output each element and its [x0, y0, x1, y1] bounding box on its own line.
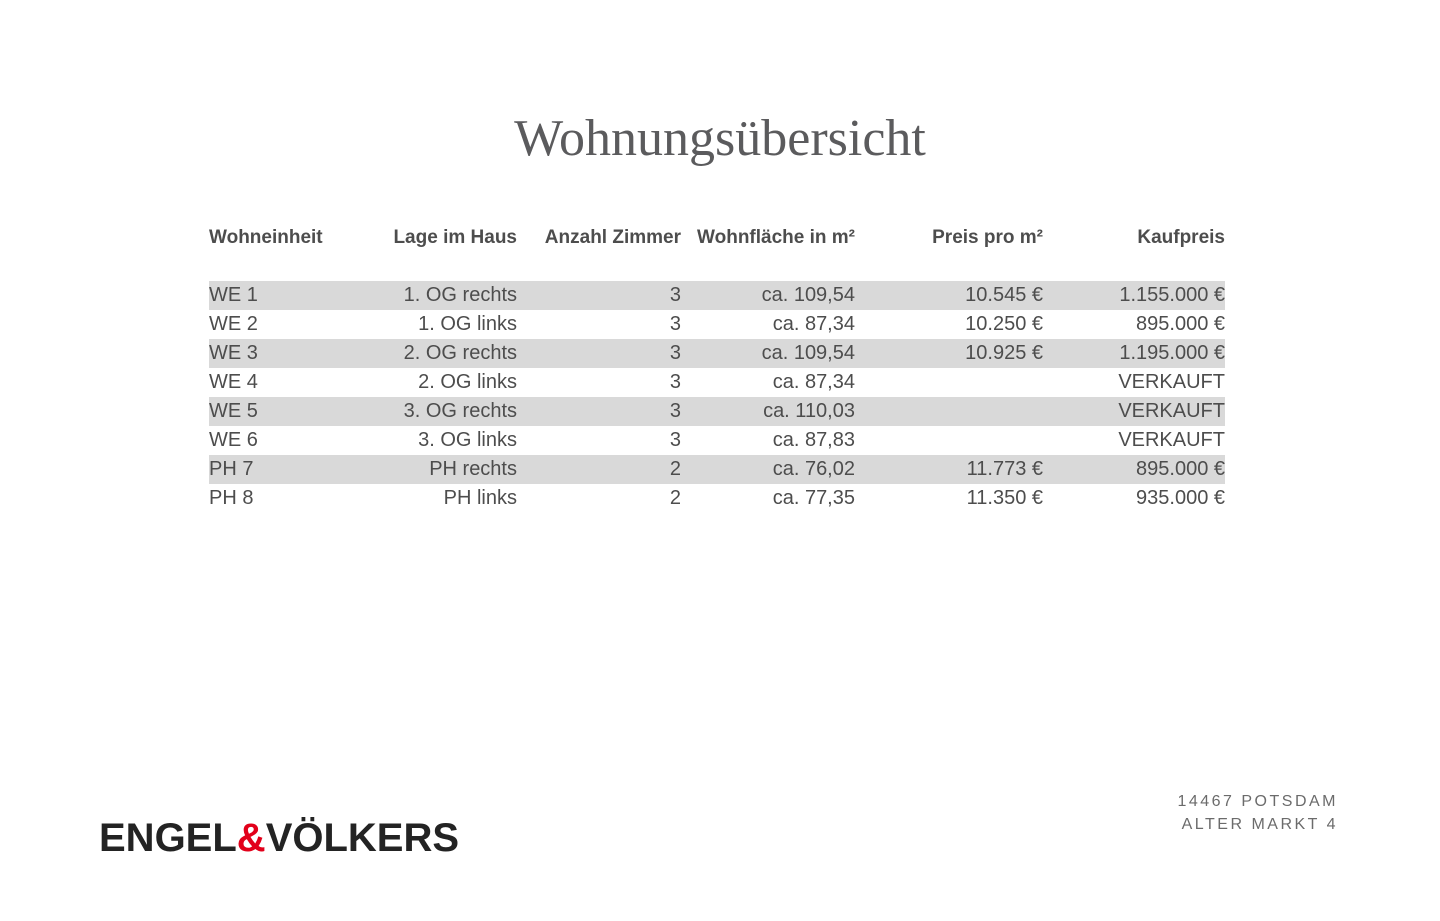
table-cell: 2. OG rechts [403, 342, 517, 364]
logo-text-voelkers: VÖLKERS [265, 816, 460, 860]
table-cell: 3 [669, 400, 681, 422]
table-row [209, 281, 1225, 310]
table-row [209, 397, 1225, 426]
table-cell: 1. OG rechts [403, 284, 517, 306]
logo-text-engel: ENGEL [99, 816, 237, 860]
table-cell [855, 426, 1043, 455]
table-cell: PH links [443, 487, 517, 509]
column-header: Preis pro m² [932, 227, 1043, 248]
table-cell: 935.000 € [1136, 487, 1225, 509]
table-cell: ca. 110,03 [763, 400, 855, 422]
table-cell: 1.195.000 € [1119, 342, 1225, 364]
table-row [209, 455, 1225, 484]
column-header: Anzahl Zimmer [544, 227, 681, 248]
table-cell: PH rechts [429, 458, 517, 480]
table-cell: 2. OG links [418, 371, 517, 393]
table-cell: 3 [669, 429, 681, 451]
page-title: Wohnungsübersicht [514, 110, 926, 167]
table-cell: ca. 109,54 [761, 284, 855, 306]
table-cell: 2 [669, 458, 681, 480]
table-cell: WE 1 [209, 284, 258, 306]
table-cell: VERKAUFT [1118, 371, 1225, 393]
column-header: Wohnfläche in m² [697, 227, 855, 248]
table-cell: 2 [669, 487, 681, 509]
table-cell: WE 2 [209, 313, 258, 335]
table-cell: 10.925 € [965, 342, 1043, 364]
table-row [209, 339, 1225, 368]
table-row [209, 310, 1225, 339]
table-row [209, 426, 1225, 455]
table-cell [855, 368, 1043, 397]
table-cell: WE 4 [209, 371, 258, 393]
table-cell [855, 397, 1043, 426]
table-cell: VERKAUFT [1118, 429, 1225, 451]
engel-voelkers-logo [99, 818, 459, 858]
table-cell: WE 6 [209, 429, 258, 451]
table-cell: 3 [669, 284, 681, 306]
table-body [209, 281, 1225, 513]
table-cell: ca. 87,34 [772, 313, 855, 335]
table-cell: 3 [669, 371, 681, 393]
address-line-street: ALTER MARKT 4 [1181, 816, 1338, 833]
table-cell: 10.250 € [965, 313, 1043, 335]
table-cell: 3 [669, 342, 681, 364]
table-cell: WE 5 [209, 400, 258, 422]
table-cell: PH 8 [209, 487, 254, 509]
address-line-postal-city: 14467 POTSDAM [1177, 793, 1338, 810]
table-header-row [209, 226, 1225, 249]
table-cell: 3. OG rechts [403, 400, 517, 422]
table-cell: 11.350 € [966, 487, 1043, 509]
table-cell: ca. 77,35 [772, 487, 855, 509]
table-cell: 895.000 € [1136, 458, 1225, 480]
table-cell: VERKAUFT [1118, 400, 1225, 422]
table-cell: ca. 109,54 [761, 342, 855, 364]
table-cell: ca. 76,02 [772, 458, 855, 480]
table-cell: 3 [669, 313, 681, 335]
table-cell: 11.773 € [966, 458, 1043, 480]
table-cell: ca. 87,34 [772, 371, 855, 393]
column-header: Wohneinheit [209, 227, 323, 248]
column-header: Lage im Haus [393, 227, 517, 248]
table-cell: 895.000 € [1136, 313, 1225, 335]
table-cell: 1.155.000 € [1119, 284, 1225, 306]
table-cell: PH 7 [209, 458, 254, 480]
apartment-overview-table [209, 226, 1225, 513]
table-row [209, 484, 1225, 513]
column-header: Kaufpreis [1137, 227, 1225, 248]
table-cell: 3. OG links [418, 429, 517, 451]
table-cell: ca. 87,83 [772, 429, 855, 451]
table-cell: 1. OG links [418, 313, 517, 335]
office-address [1177, 790, 1338, 836]
table-row [209, 368, 1225, 397]
logo-ampersand: & [236, 816, 266, 860]
table-cell: 10.545 € [965, 284, 1043, 306]
table-cell: WE 3 [209, 342, 258, 364]
